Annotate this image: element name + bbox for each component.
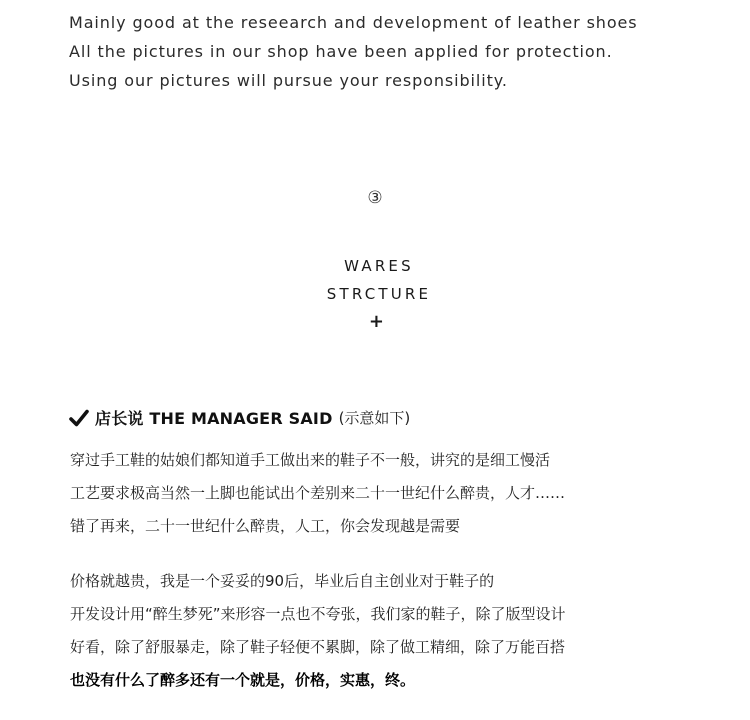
story-line: 开发设计用“醉生梦死”来形容一点也不夸张，我们家的鞋子，除了版型设计 <box>70 605 566 623</box>
checkmark-icon <box>69 408 89 428</box>
section-title <box>0 252 750 336</box>
intro-line: Using our pictures will pursue your responsibility. <box>69 71 508 90</box>
intro-line: Mainly good at the reseearch and development of leather shoes <box>69 13 638 32</box>
manager-heading-note: (示意如下) <box>338 409 411 427</box>
manager-heading <box>69 406 410 429</box>
story-line: 穿过手工鞋的姑娘们都知道手工做出来的鞋子不一般，讲究的是细工慢活 <box>70 451 551 469</box>
story-line: 价格就越贵，我是一个妥妥的90后，毕业后自主创业对于鞋子的 <box>70 572 495 590</box>
story-line: 工艺要求极高当然一上脚也能试出个差别来二十一世纪什么醉贵，人才…… <box>70 484 566 502</box>
story-line: 好看，除了舒服暴走，除了鞋子轻便不累脚，除了做工精细，除了万能百搭 <box>70 638 566 656</box>
section-number: ③ <box>367 188 383 208</box>
manager-heading-title: 店长说 THE MANAGER SAID <box>95 409 333 428</box>
story-closing-line: 也没有什么了醉多还有一个就是，价格，实惠，终。 <box>70 671 416 689</box>
plus-icon: + <box>368 311 388 332</box>
intro-statement <box>69 8 689 95</box>
manager-story <box>70 448 690 701</box>
paragraph-gap <box>70 547 690 569</box>
section-title-line-2: STRCTURE <box>326 285 432 303</box>
story-line: 错了再来，二十一世纪什么醉贵，人工，你会发现越是需要 <box>70 517 461 535</box>
section-title-line-1: WARES <box>344 257 414 275</box>
intro-line: All the pictures in our shop have been applied for protection. <box>69 42 613 61</box>
